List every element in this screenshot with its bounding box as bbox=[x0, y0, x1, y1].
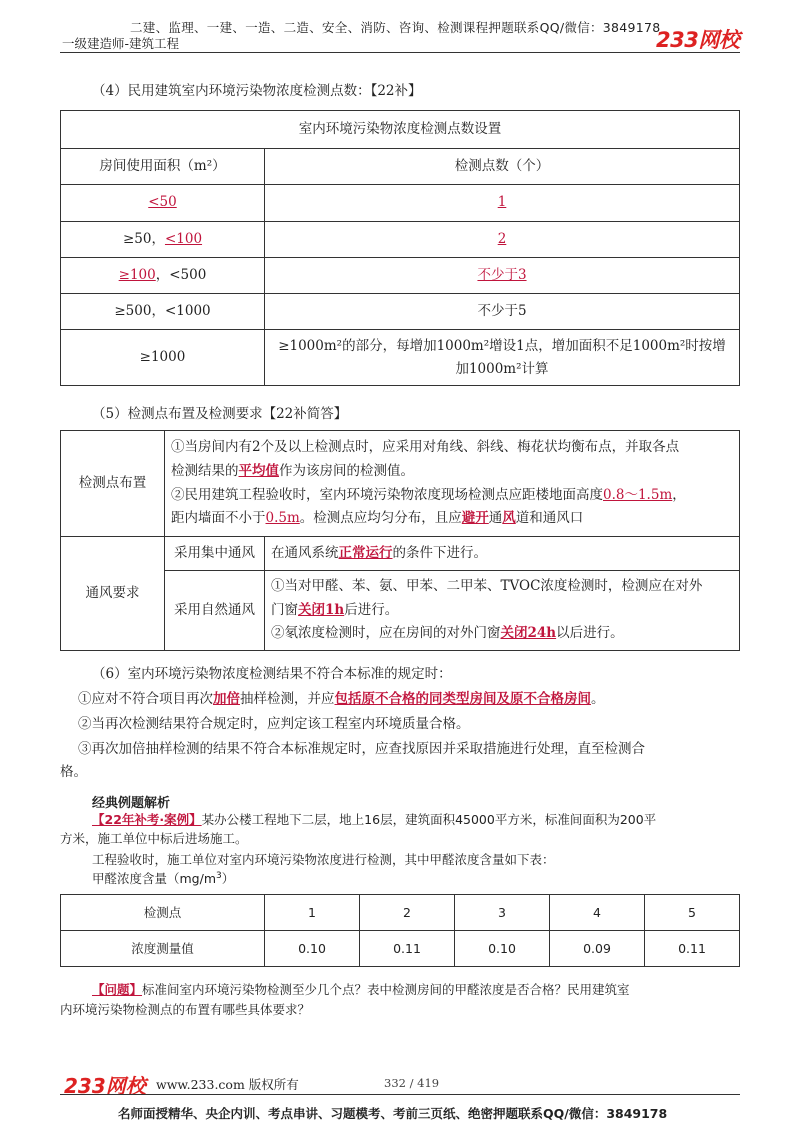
area-cell: <50 bbox=[61, 185, 265, 222]
header-contact-line: 二建、监理、一建、一造、二造、安全、消防、咨询、检测课程押题联系QQ/微信：3849178 bbox=[130, 20, 661, 35]
value-cell: 0.09 bbox=[550, 931, 645, 967]
natural-vent-label: 采用自然通风 bbox=[165, 571, 265, 651]
value-cell: 0.10 bbox=[455, 931, 550, 967]
footer-site[interactable]: www.233.com 版权所有 bbox=[156, 1077, 299, 1092]
header-subtitle: 一级建造师-建筑工程 bbox=[62, 36, 180, 51]
formaldehyde-table bbox=[60, 894, 740, 967]
point-cell: 4 bbox=[550, 895, 645, 931]
section6-item1: ①应对不符合项目再次加倍抽样检测，并应包括原不合格的同类型房间及原不合格房间。 bbox=[78, 691, 605, 707]
section5-heading: （5）检测点布置及检测要求【22补简答】 bbox=[92, 406, 348, 422]
header-divider bbox=[60, 52, 740, 53]
points-cell: 2 bbox=[265, 222, 740, 258]
footer-divider bbox=[60, 1094, 740, 1095]
point-cell: 5 bbox=[645, 895, 740, 931]
example-heading: 经典例题解析 bbox=[92, 796, 171, 811]
table-row bbox=[61, 222, 740, 258]
point-cell: 3 bbox=[455, 895, 550, 931]
table-row bbox=[61, 330, 740, 386]
section4-heading: （4）民用建筑室内环境污染物浓度检测点数：【22补】 bbox=[92, 83, 422, 99]
question: 【问题】标准间室内环境污染物检测至少几个点？表中检测房间的甲醛浓度是否合格？民用建筑室 bbox=[92, 982, 630, 997]
section6-item3: ③再次加倍抽样检测的结果不符合本标准规定时，应查找原因并采取措施进行处理，直至检测合 bbox=[78, 741, 645, 757]
area-cell: ≥50，<100 bbox=[61, 222, 265, 258]
section6-item3-cont: 格。 bbox=[60, 764, 87, 780]
col-header-point: 检测点 bbox=[61, 895, 265, 931]
area-cell: ≥500，<1000 bbox=[61, 294, 265, 330]
area-cell: ≥1000 bbox=[61, 330, 265, 386]
section6-item2: ②当再次检测结果符合规定时，应判定该工程室内环境质量合格。 bbox=[78, 716, 470, 732]
table-row bbox=[61, 185, 740, 222]
example-para2: 工程验收时，施工单位对室内环境污染物浓度进行检测，其中甲醛浓度含量如下表： bbox=[92, 852, 555, 867]
col-header-points: 检测点数（个） bbox=[265, 149, 740, 185]
unit-label: 甲醛浓度含量$(mg/m^3)$ bbox=[92, 870, 235, 886]
central-vent-text: 在通风系统正常运行的条件下进行。 bbox=[265, 537, 740, 571]
table-title: 室内环境污染物浓度检测点数设置 bbox=[61, 111, 740, 149]
detection-points-table bbox=[60, 110, 740, 386]
value-cell: 0.11 bbox=[360, 931, 455, 967]
section6-heading: （6）室内环境污染物浓度检测结果不符合本标准的规定时： bbox=[92, 666, 452, 682]
example-intro-cont: 方米，施工单位中标后进场施工。 bbox=[60, 831, 248, 846]
natural-vent-text: ①当对甲醛、苯、氨、甲苯、二甲苯、TVOC浓度检测时，检测应在对外 门窗关闭1h后进行。 ②氡浓度检测时，应在房间的对外门窗关闭24h以后进行。 bbox=[265, 571, 740, 651]
col-header-area: 房间使用面积（m²） bbox=[61, 149, 265, 185]
area-cell: ≥100，<500 bbox=[61, 258, 265, 294]
point-cell: 2 bbox=[360, 895, 455, 931]
layout-label: 检测点布置 bbox=[61, 431, 165, 537]
table-row bbox=[61, 258, 740, 294]
value-cell: 0.11 bbox=[645, 931, 740, 967]
points-cell: 1 bbox=[265, 185, 740, 222]
table-row bbox=[61, 294, 740, 330]
vent-label: 通风要求 bbox=[61, 537, 165, 651]
footer-promo: 名师面授精华、央企内训、考点串讲、习题模考、考前三页纸、绝密押题联系QQ/微信：3849178 bbox=[118, 1106, 668, 1121]
points-cell: ≥1000m²的部分，每增加1000m²增设1点，增加面积不足1000m²时按增 加1000m²计算 bbox=[265, 330, 740, 386]
layout-requirements-table bbox=[60, 430, 740, 651]
example-intro: 【22年补考·案例】某办公楼工程地下二层，地上16层，建筑面积45000平方米，标准间面积为200平 bbox=[92, 812, 657, 827]
points-cell: 不少于5 bbox=[265, 294, 740, 330]
layout-text: ①当房间内有2个及以上检测点时，应采用对角线、斜线、梅花状均衡布点，并取各点 检测结果的平均值作为该房间的检测值。 ②民用建筑工程验收时，室内环境污染物浓度现场检测点应距楼地面高度0.8～1.5m， 距内墙面不小于0.5m。检测点应均匀分布，且应避开通风道和通风口 bbox=[165, 431, 740, 537]
row-label-value: 浓度测量值 bbox=[61, 931, 265, 967]
point-cell: 1 bbox=[265, 895, 360, 931]
footer-logo[interactable]: 233网校 bbox=[64, 1074, 146, 1098]
central-vent-label: 采用集中通风 bbox=[165, 537, 265, 571]
brand-logo[interactable]: 233网校 bbox=[656, 28, 740, 52]
question-cont: 内环境污染物检测点的布置有哪些具体要求？ bbox=[60, 1002, 311, 1017]
value-cell: 0.10 bbox=[265, 931, 360, 967]
page-number: 332 / 419 bbox=[384, 1076, 440, 1090]
points-cell: 不少于3 bbox=[265, 258, 740, 294]
